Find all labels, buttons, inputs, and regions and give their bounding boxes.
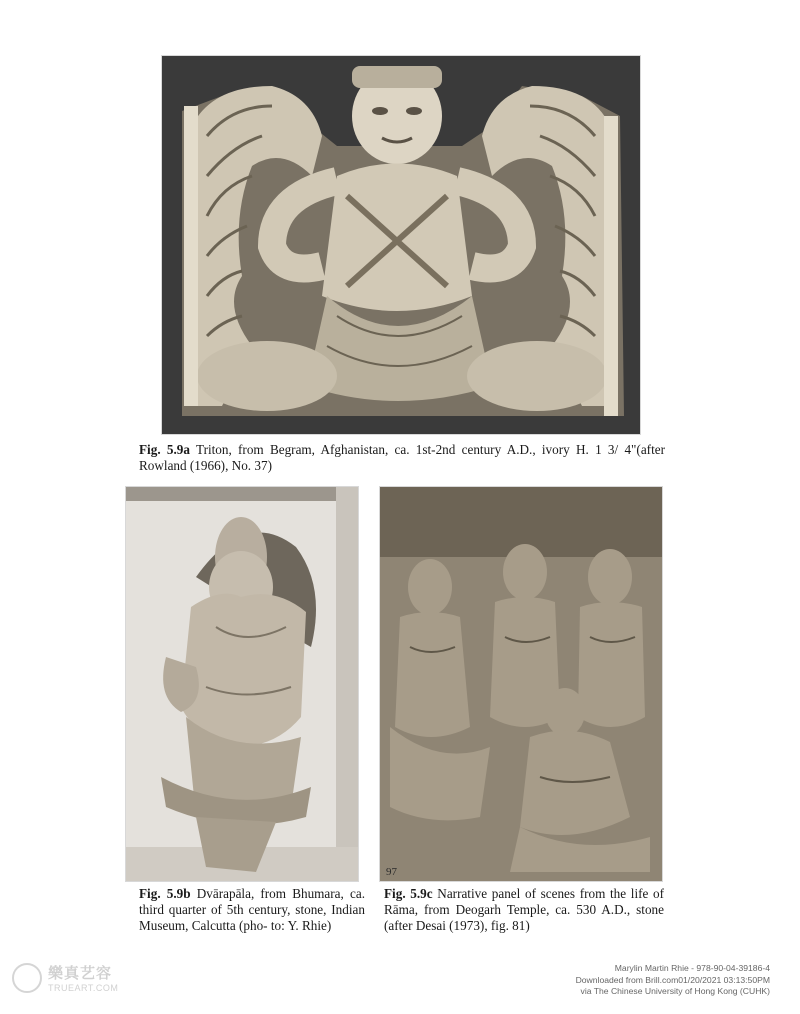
dvarapala-stone-image	[126, 487, 358, 881]
watermark-latin: TRUEART.COM	[48, 983, 119, 993]
triton-ivory-image	[162, 56, 640, 434]
caption-text: Triton, from Begram, Afghanistan, ca. 1st-2nd century A.D., ivory H. 1 3/ 4"(after Rowland (1966), No. 37)	[139, 442, 665, 473]
figure-5-9c-photo	[380, 487, 662, 881]
rama-narrative-panel-image	[380, 487, 662, 881]
caption-text: Narrative panel of scenes from the life of Rāma, from Deogarh Temple, ca. 530 A.D., stone (after Desai (1973), fig. 81)	[384, 886, 665, 933]
figure-label: Fig. 5.9b	[139, 886, 191, 901]
source-line-download: Downloaded from Brill.com01/20/2021 03:13:50PM	[575, 974, 770, 985]
figure-5-9b-caption	[139, 886, 365, 934]
figure-5-9a-photo	[162, 56, 640, 434]
plate-number: 97	[386, 866, 397, 878]
source-line-institution: via The Chinese University of Hong Kong (CUHK)	[580, 986, 770, 996]
figure-label: Fig. 5.9c	[384, 886, 433, 901]
caption-text: Dvārapāla, from Bhumara, ca. third quarter of 5th century, stone, Indian Museum, Calcutta (pho- to: Y. Rhie)	[139, 886, 365, 933]
trueart-watermark	[12, 962, 118, 993]
figure-label: Fig. 5.9a	[139, 442, 190, 457]
figure-5-9b-photo	[126, 487, 358, 881]
download-source-note	[576, 963, 770, 998]
figure-5-9a-caption	[139, 442, 665, 474]
watermark-chinese: 樂真艺容	[48, 964, 113, 982]
figure-5-9c-caption	[384, 886, 664, 934]
seal-icon	[12, 963, 42, 993]
source-line-author: Marylin Martin Rhie - 978-90-04-39186-4	[614, 963, 770, 973]
